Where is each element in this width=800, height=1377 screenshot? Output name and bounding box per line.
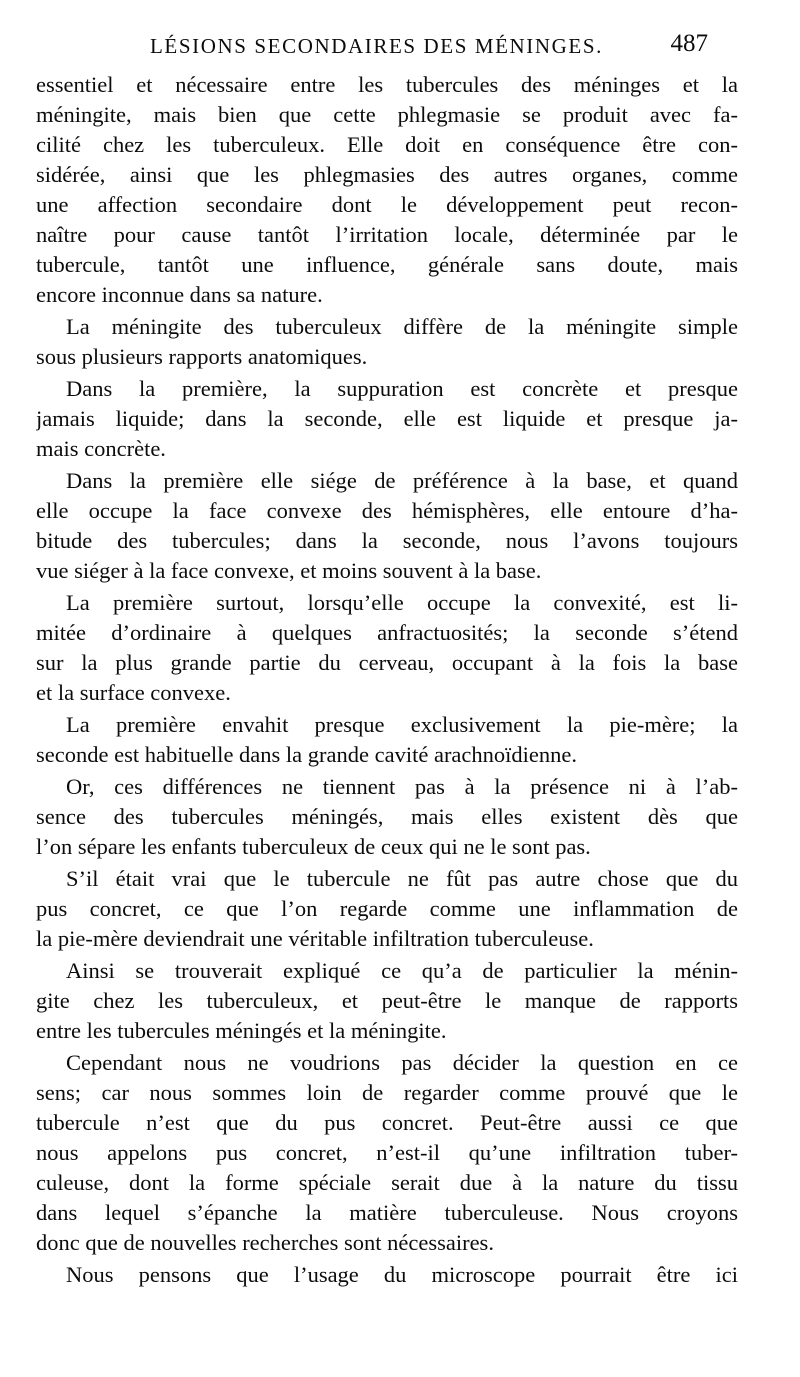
- text-line: tubercule n’est que du pus concret. Peut-être aussi ce que: [36, 1110, 738, 1135]
- text-line: mais concrète.: [36, 436, 166, 461]
- text-line: donc que de nouvelles recherches sont nécessaires.: [36, 1230, 494, 1255]
- text-line: et la surface convexe.: [36, 680, 231, 705]
- text-line: La méningite des tuberculeux diffère de la méningite simple: [66, 314, 738, 339]
- text-line: Cependant nous ne voudrions pas décider la question en ce: [66, 1050, 738, 1075]
- text-line: nous appelons pus concret, n’est-il qu’une infiltration tuber-: [36, 1140, 738, 1165]
- text-line: la pie-mère deviendrait une véritable infiltration tuberculeuse.: [36, 926, 594, 951]
- text-line: encore inconnue dans sa nature.: [36, 282, 323, 307]
- page-number: 487: [670, 30, 708, 57]
- text-line: sous plusieurs rapports anatomiques.: [36, 344, 368, 369]
- text-line: La première envahit presque exclusivement la pie-mère; la: [66, 712, 738, 737]
- text-line: naître pour cause tantôt l’irritation locale, déterminée par le: [36, 222, 738, 247]
- page-header: [0, 30, 800, 66]
- text-line: Dans la première, la suppuration est concrète et presque: [66, 376, 738, 401]
- text-line: dans lequel s’épanche la matière tuberculeuse. Nous croyons: [36, 1200, 738, 1225]
- text-line: tubercule, tantôt une influence, générale sans doute, mais: [36, 252, 738, 277]
- text-line: bitude des tubercules; dans la seconde, nous l’avons toujours: [36, 528, 738, 553]
- text-line: méningite, mais bien que cette phlegmasie se produit avec fa-: [36, 102, 738, 127]
- text-line: Nous pensons que l’usage du microscope pourrait être ici: [66, 1262, 738, 1287]
- text-line: gite chez les tuberculeux, et peut-être le manque de rapports: [36, 988, 738, 1013]
- text-line: jamais liquide; dans la seconde, elle est liquide et presque ja-: [36, 406, 738, 431]
- text-line: l’on sépare les enfants tuberculeux de ceux qui ne le sont pas.: [36, 834, 591, 859]
- text-line: vue siéger à la face convexe, et moins souvent à la base.: [36, 558, 542, 583]
- text-line: une affection secondaire dont le développement peut recon-: [36, 192, 738, 217]
- text-line: Ainsi se trouverait expliqué ce qu’a de particulier la ménin-: [66, 958, 738, 983]
- text-line: S’il était vrai que le tubercule ne fût pas autre chose que du: [66, 866, 738, 891]
- text-line: sens; car nous sommes loin de regarder comme prouvé que le: [36, 1080, 738, 1105]
- text-line: cilité chez les tuberculeux. Elle doit en conséquence être con-: [36, 132, 738, 157]
- text-line: sence des tubercules méningés, mais elles existent dès que: [36, 804, 738, 829]
- text-line: Dans la première elle siége de préférence à la base, et quand: [66, 468, 738, 493]
- text-line: mitée d’ordinaire à quelques anfractuosités; la seconde s’étend: [36, 620, 738, 645]
- text-line: Or, ces différences ne tiennent pas à la présence ni à l’ab-: [66, 774, 738, 799]
- text-line: seconde est habituelle dans la grande cavité arachnoïdienne.: [36, 742, 578, 767]
- running-title: LÉSIONS SECONDAIRES DES MÉNINGES.: [150, 34, 603, 58]
- text-line: sur la plus grande partie du cerveau, occupant à la fois la base: [36, 650, 738, 675]
- text-line: La première surtout, lorsqu’elle occupe la convexité, est li-: [66, 590, 738, 615]
- body-text: [36, 70, 738, 1290]
- text-line: culeuse, dont la forme spéciale serait due à la nature du tissu: [36, 1170, 738, 1195]
- text-line: pus concret, ce que l’on regarde comme une inflammation de: [36, 896, 738, 921]
- text-line: entre les tubercules méningés et la méningite.: [36, 1018, 447, 1043]
- text-line: sidérée, ainsi que les phlegmasies des autres organes, comme: [36, 162, 738, 187]
- text-line: essentiel et nécessaire entre les tubercules des méninges et la: [36, 72, 738, 97]
- text-line: elle occupe la face convexe des hémisphères, elle entoure d’ha-: [36, 498, 738, 523]
